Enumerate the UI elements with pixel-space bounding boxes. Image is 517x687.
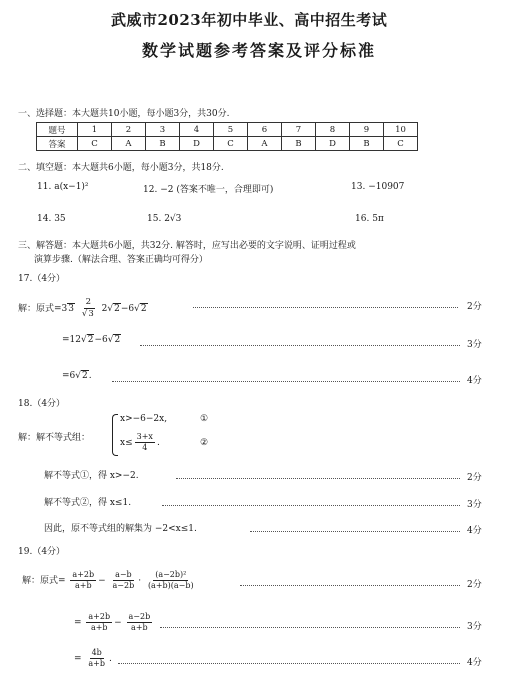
fraction: $\frac{a-b}{a-2b}$ [112,570,135,590]
q19-line-3: = $\frac{4b}{a+b}$ . [74,648,112,668]
q17-jie: 解：原式 [18,304,55,314]
q19-jie: 解：原式 [22,576,59,586]
inequality-2-mark: ② [200,438,209,448]
fill-item-number: 16. [355,214,370,224]
inequality-2: x≤ $\frac{3+x}{4}$ . [120,432,160,452]
section-3-heading-line-1: 三、解答题：本大题共6小题，共32分. 解答时，应写出必要的文字说明、证明过程或 [18,241,356,251]
q18-score-1: 2分 [467,473,482,483]
fill-item-answer: −2 (答案不唯一，合理即可) [160,185,274,195]
dotted-leader [140,345,460,346]
answer-table-label-number: 题号 [37,123,78,137]
document-subtitle: 数学试题参考答案及评分标准 [142,41,377,60]
inequality-1-mark: ① [200,414,209,424]
fraction: $\frac{a+2b}{a+b}$ [72,570,95,590]
answer-table-cell: 5 [214,123,248,137]
fraction: $\frac{\text{(a−2b)²}}{(a+b)(a-b)}$ [147,570,194,590]
q18-score-2: 3分 [467,500,482,510]
q18-step-1: 解不等式①，得 x>−2. [44,471,139,481]
q18-label: 18.（4分） [18,399,66,409]
fill-item-16 [355,214,384,224]
q17-line-2: =12√2−6√2 [62,335,121,345]
q18-score-3: 4分 [467,526,482,536]
q17-line-3: =6√2. [62,371,92,381]
fraction: $\frac{3+x}{4}$ [136,432,153,452]
answer-table-cell: 7 [282,123,316,137]
dotted-leader [160,627,460,628]
answer-table-answer-row [37,137,418,151]
fill-item-number: 14. [37,214,52,224]
fill-item-14 [37,214,66,224]
q19-score-3: 4分 [467,658,482,668]
section-1-heading: 一、选择题：本大题共10小题，每小题3分，共30分. [18,109,230,119]
answer-table-cell: A [112,137,146,151]
fraction: $\frac{2}{√3}$ [81,297,94,319]
dotted-leader [240,585,460,586]
fraction: $\frac{a-2b}{a+b}$ [128,612,151,632]
dotted-leader [162,505,460,506]
fill-item-answer: −10907 [368,182,405,192]
answer-table-cell: B [350,137,384,151]
answer-table-number-row [37,123,418,137]
fill-item-13 [351,182,404,192]
q19-score-2: 3分 [467,622,482,632]
q18-step-3: 因此，原不等式组的解集为 −2<x≤1. [44,524,197,534]
answer-table-cell: A [248,137,282,151]
answer-table-cell: 2 [112,123,146,137]
answer-table-cell: D [180,137,214,151]
dotted-leader [176,478,460,479]
answer-table-cell: C [214,137,248,151]
answer-table-cell: 1 [78,123,112,137]
fill-item-number: 15. [147,214,162,224]
fill-item-number: 12. [143,185,158,195]
answer-table-cell: B [146,137,180,151]
answer-table-cell: 4 [180,123,214,137]
answer-table-cell: B [282,137,316,151]
fill-item-answer: 5π [372,214,384,224]
q19-score-1: 2分 [467,580,482,590]
q17-label: 17.（4分） [18,274,66,284]
fill-item-number: 13. [351,182,366,192]
system-brace [112,414,118,456]
answer-table-cell: C [78,137,112,151]
answer-table-cell: 6 [248,123,282,137]
section-3-heading-line-2: 演算步骤.（解法合理、答案正确均可得分） [34,255,208,265]
q17-score-3: 4分 [467,376,482,386]
answer-table-cell: 3 [146,123,180,137]
section-2-heading: 二、填空题：本大题共6小题，每小题3分，共18分. [18,163,224,173]
fill-item-answer: a(x−1)² [54,182,89,192]
q18-jie: 解：解不等式组： [18,433,91,443]
dotted-leader [112,381,460,382]
document-title: 武威市2023年初中毕业、高中招生考试 [111,11,388,29]
fill-item-number: 11. [37,182,52,192]
answer-table-cell: 8 [316,123,350,137]
q18-step-2: 解不等式②，得 x≤1. [44,498,132,508]
answer-table-label-answer: 答案 [37,137,78,151]
fill-item-12 [143,182,273,195]
inequality-1: x>−6−2x, [120,414,168,424]
fill-item-15 [147,214,181,224]
answer-table-cell: 10 [384,123,418,137]
fraction: $\frac{4b}{a+b}$ [88,648,105,668]
dotted-leader [118,663,460,664]
q17-score-2: 3分 [467,340,482,350]
answer-table-cell: 9 [350,123,384,137]
fill-item-answer: 35 [54,214,66,224]
q17-score-1: 2分 [467,302,482,312]
q17-line-1: 解：原式=33 $\frac{2}{√3}$ 2√2−6√2 [18,297,147,319]
answer-table-cell: C [384,137,418,151]
dotted-leader [193,307,458,308]
q19-label: 19.（4分） [18,547,66,557]
answer-table [36,122,418,151]
fill-item-11 [37,182,89,192]
answer-table-cell: D [316,137,350,151]
fraction: $\frac{a+2b}{a+b}$ [88,612,111,632]
q19-line-2: = $\frac{a+2b}{a+b}$ − $\frac{a-2b}{a+b}$ [74,612,151,632]
fill-item-answer: 2√3 [164,214,182,224]
q19-line-1: 解：原式= $\frac{a+2b}{a+b}$ − $\frac{a-b}{a-2b}$ · $\frac{\text{(a−2b)²}}{(a+b)(a-b)}$ [22,570,194,590]
dotted-leader [250,531,460,532]
